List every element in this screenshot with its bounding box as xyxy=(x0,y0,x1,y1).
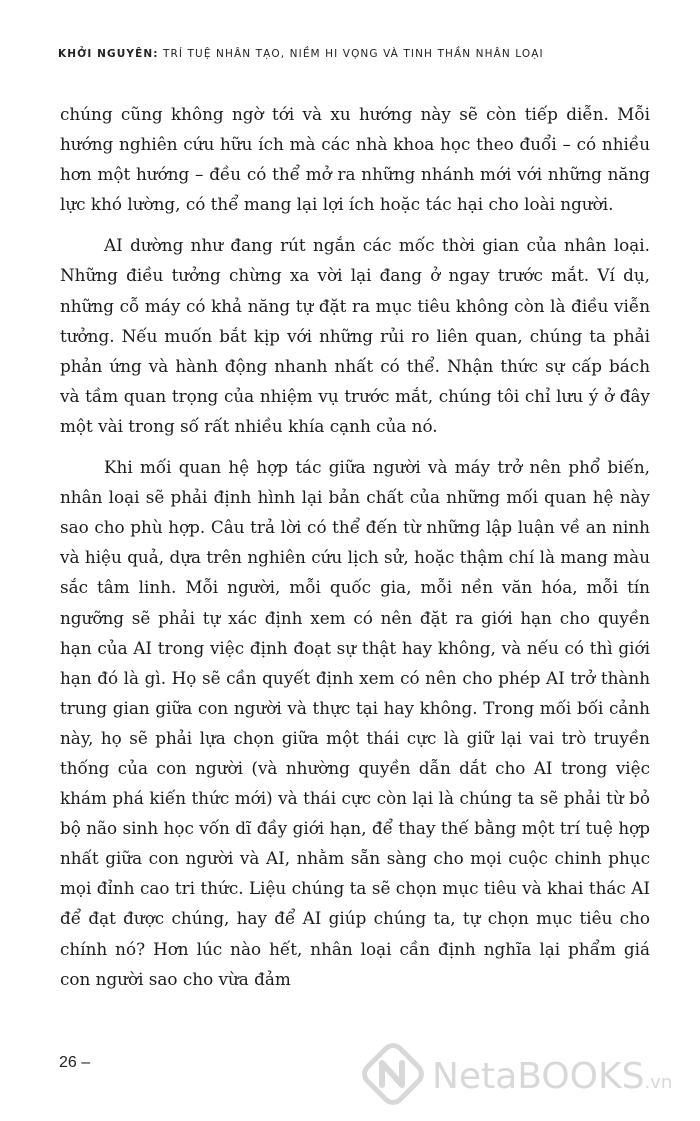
watermark-brand-name: NetaBOOKS xyxy=(432,1056,645,1097)
paragraph-2: AI dường như đang rút ngắn các mốc thời gian của nhân loại. Những điều tưởng chừng xa vời lại đang ở ngay trước mắt. Ví dụ, những cỗ máy có khả năng tự đặt ra mục tiêu không còn là điều viễn tưởng. Nếu muốn bắt kịp với những rủi ro liên quan, chúng ta phải phản ứng và hành động nhanh nhất có thể. Nhận thức sự cấp bách và tầm quan trọng của nhiệm vụ trước mắt, chúng tôi chỉ lưu ý ở đây một vài trong số rất nhiều khía cạnh của nó. xyxy=(60,235,650,436)
watermark xyxy=(362,1043,692,1113)
running-header xyxy=(58,48,658,60)
page-body xyxy=(60,99,650,1005)
running-header-bold: KHỞI NGUYÊN: xyxy=(58,48,159,60)
netabooks-logo-icon xyxy=(362,1043,426,1107)
paragraph-1: chúng cũng không ngờ tới và xu hướng này sẽ còn tiếp diễn. Mỗi hướng nghiên cứu hữu ích mà các nhà khoa học theo đuổi – có nhiều hơn một hướng – đều có thể mở ra những nhánh mới với những năng lực khó lường, có thể mang lại lợi ích hoặc tác hại cho loài người. xyxy=(60,104,650,215)
paragraph-3: Khi mối quan hệ hợp tác giữa người và máy trở nên phổ biến, nhân loại sẽ phải định hình lại bản chất của những mối quan hệ này sao cho phù hợp. Câu trả lời có thể đến từ những lập luận về an ninh và hiệu quả, dựa trên nghiên cứu lịch sử, hoặc thậm chí là mang màu sắc tâm linh. Mỗi người, mỗi quốc gia, mỗi nền văn hóa, mỗi tín ngưỡng sẽ phải tự xác định xem có nên đặt ra giới hạn cho quyền hạn của AI trong việc định đoạt sự thật hay không, và nếu có thì giới hạn đó là gì. Họ sẽ cần quyết định xem có nên cho phép AI trở thành trung gian giữa con người và thực tại hay không. Trong mối bối cảnh này, họ sẽ phải lựa chọn giữa một thái cực là giữ lại vai trò truyền thống của con người (và nhường quyền dẫn dắt cho AI trong việc khám phá kiến thức mới) và thái cực còn lại là chúng ta sẽ phải từ bỏ bộ não sinh học vốn dĩ đầy giới hạn, để thay thế bằng một trí tuệ hợp nhất giữa con người và AI, nhằm sẵn sàng cho mọi cuộc chinh phục mọi đỉnh cao tri thức. Liệu chúng ta sẽ chọn mục tiêu và khai thác AI để đạt được chúng, hay để AI giúp chúng ta, tự chọn mục tiêu cho chính nó? Hơn lúc nào hết, nhân loại cần định nghĩa lại phẩm giá con người sao cho vừa đảm xyxy=(60,457,650,989)
watermark-brand-tld: .vn xyxy=(644,1072,673,1093)
running-header-rest: TRÍ TUỆ NHÂN TẠO, NIỀM HI VỌNG VÀ TINH THẦN NHÂN LOẠI xyxy=(158,48,544,60)
page-number: 26 – xyxy=(59,1054,91,1071)
watermark-brand xyxy=(432,1056,672,1097)
